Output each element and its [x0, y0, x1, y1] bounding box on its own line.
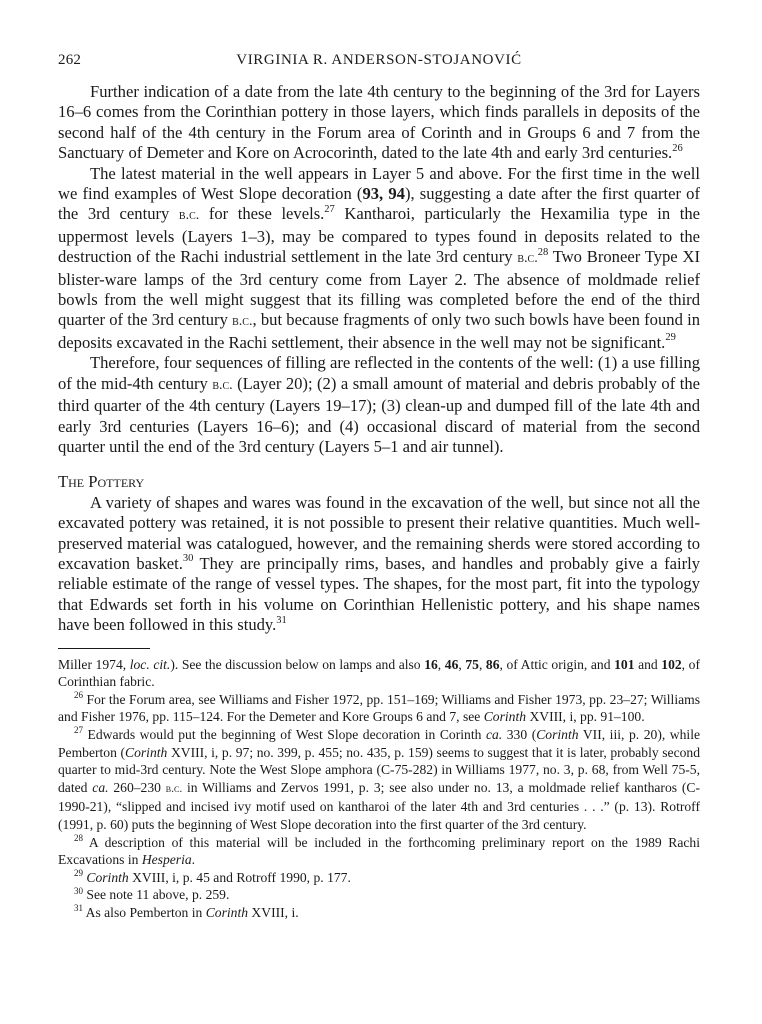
running-head-author: VIRGINIA R. ANDERSON-STOJANOVIĆ	[236, 52, 522, 68]
paragraph-latest-material	[58, 164, 700, 354]
era-abbrev: b.c.	[165, 782, 183, 795]
italic-run: Corinth	[86, 869, 129, 885]
main-text	[58, 82, 700, 636]
text-run: They are principally rims, bases, and handles and probably give a fairly reliable estimate of the range of vessel types. The shapes, for the most part, fit into the typology that Edwards set forth in his volume on Corinthian Hellenistic pottery, and his shape names have been followed in this study.	[58, 553, 700, 635]
text-run: Miller 1974,	[58, 656, 130, 672]
italic-run: ca.	[485, 726, 503, 742]
catalogue-ref: 93, 94	[362, 184, 405, 204]
footnote-number: 30	[74, 885, 83, 896]
italic-run: Corinth	[536, 726, 579, 742]
footnote-divider	[58, 648, 150, 649]
footnote-26	[58, 691, 700, 726]
text-run: The latest material in the well appears in Layer 5 and above. For the first time in the well we find examples of West Slope decoration (	[58, 163, 700, 204]
footnote-ref-28[interactable]: 28	[537, 246, 549, 258]
italic-run: Hesperia	[141, 852, 192, 868]
text-run: , of Attic origin, and	[499, 656, 615, 672]
catalogue-ref: 101	[614, 656, 635, 672]
footnote-continued	[58, 656, 700, 691]
footnote-ref-29[interactable]: 29	[665, 332, 676, 344]
footnote-27	[58, 726, 700, 834]
italic-run: ca.	[92, 779, 109, 795]
paragraph-filling-sequences	[58, 353, 700, 457]
italic-run: Corinth	[205, 904, 249, 920]
era-abbrev: b.c.	[517, 251, 538, 267]
text-run: XVIII, i, pp. 91–100.	[526, 709, 645, 725]
catalogue-ref: 102	[661, 656, 682, 672]
text-run: , of Corinthian fabric.	[58, 656, 700, 690]
footnote-31	[58, 904, 700, 922]
text-run: 330 (	[502, 726, 537, 742]
text-run: For the Forum area, see Williams and Fisher 1972, pp. 151–169; Williams and Fisher 1973, pp. 23–27; Williams and Fisher 1976, pp. 115–124. For the Demeter and Kore Groups 6 and 7, see	[58, 691, 700, 725]
text-run: (Layer 20); (2) a small amount of material and debris probably of the third quarter of the 4th century (Layers 19–17); (3) clean-up and dumped fill of the late 4th and early 3rd centuries (Layers 16–6); and (4) occasional discard of material from the second quarter until the end of the 3rd century (Layers 5–1 and air tunnel).	[58, 373, 700, 456]
text-run: ), suggesting a date after the first quarter of the 3rd century	[58, 184, 700, 224]
footnote-30	[58, 886, 700, 904]
catalogue-ref: 86	[485, 656, 500, 672]
footnote-28	[58, 834, 700, 869]
era-abbrev: b.c.	[232, 314, 253, 330]
text-run: for these levels.	[199, 204, 325, 224]
text-run: A variety of shapes and wares was found in the excavation of the well, but since not all the excavated pottery was retained, it is not possible to present their relative quantities. Much well-preserved material was catalogued, however, and the remaining sherds were stored according to excavation basket.	[58, 492, 700, 573]
page	[58, 50, 700, 921]
era-abbrev: b.c.	[178, 208, 200, 224]
text-run: ,	[458, 656, 466, 672]
text-run: A description of this material will be included in the forthcoming preliminary report on the 1989 Rachi Excavations in	[58, 834, 700, 868]
text-run: , but because fragments of only two such bowls have been found in deposits excavated in the Rachi settlement, their absence in the well may not be significant.	[58, 310, 701, 352]
text-run: .	[191, 852, 196, 868]
text-run: As also Pemberton in	[83, 904, 206, 920]
italic-run: Corinth	[483, 709, 527, 725]
footnote-number: 29	[74, 868, 83, 879]
text-run: Edwards would put the beginning of West Slope decoration in Corinth	[83, 726, 486, 742]
text-run: XVIII, i.	[248, 904, 299, 920]
footnote-29	[58, 869, 700, 887]
text-run: in Williams and Zervos 1991, p. 3; see also under no. 13, a moldmade relief kantharos (C-1990-21), “slipped and incised ivy motif used on kantharoi of the later 4th and 3rd centuries . . .” (p. 13). Rotroff (1991, p. 60) puts the beginning of West Slope decoration into the first quarter of the 3rd century.	[58, 779, 700, 832]
text-run: Further indication of a date from the late 4th century to the beginning of the 3rd for Layers 16–6 comes from the Corinthian pottery in those layers, which finds parallels in deposits of the second half of the 4th century in the Forum area of Corinth and in Groups 6 and 7 from the Sanctuary of Demeter and Kore on Acrocorinth, dated to the late 4th and early 3rd centuries.	[58, 82, 700, 163]
footnote-ref-27[interactable]: 27	[324, 203, 335, 215]
text-run: Kantharoi, particularly the Hexamilia type in the uppermost levels (Layers 1–3), may be compared to types found in deposits related to the destruction of the Rachi industrial settlement in the late 3rd century	[58, 204, 700, 267]
running-head	[58, 50, 700, 72]
italic-run: loc. cit.	[129, 656, 171, 672]
footnote-number: 26	[74, 690, 83, 701]
paragraph-dating-corinthian-pottery	[58, 82, 700, 164]
footnote-number: 27	[74, 725, 83, 736]
page-number: 262	[58, 52, 82, 68]
text-run: XVIII, i, p. 97; no. 399, p. 455; no. 435, p. 159) seems to suggest that it is later, probably second quarter to mid-3rd century. Note the West Slope amphora (C-75-282) in Williams 1977, no. 3, p. 68, from Well 75-5, dated	[58, 744, 700, 795]
italic-run: Corinth	[125, 744, 168, 760]
text-run: ). See the discussion below on lamps and also	[170, 656, 425, 672]
text-run: See note 11 above, p. 259.	[83, 887, 230, 903]
catalogue-ref: 46	[444, 656, 459, 672]
text-run: XVIII, i, p. 45 and Rotroff 1990, p. 177.	[128, 869, 351, 885]
text-run: 260–230	[108, 779, 166, 795]
footnote-ref-26[interactable]: 26	[672, 142, 683, 154]
text-run: Two Broneer Type XI blister-ware lamps of the 3rd century come from Layer 2. The absence of moldmade relief bowls from the well might suggest that its filling was completed before the end of the third quarter of the 3rd century	[58, 247, 700, 330]
text-run: VII, iii, p. 20), while Pemberton (	[58, 726, 701, 760]
text-run: ,	[437, 656, 445, 672]
text-run: and	[634, 656, 662, 672]
section-heading: The Pottery	[58, 472, 145, 492]
catalogue-ref: 16	[424, 656, 438, 672]
era-abbrev: b.c.	[212, 377, 233, 393]
footnotes	[58, 656, 700, 922]
paragraph-pottery-shapes	[58, 493, 700, 636]
footnote-ref-31[interactable]: 31	[276, 614, 287, 626]
text-run: ,	[478, 656, 486, 672]
catalogue-ref: 75	[465, 656, 479, 672]
footnote-ref-30[interactable]: 30	[182, 553, 194, 565]
footnote-number: 31	[74, 903, 83, 914]
footnote-number: 28	[74, 832, 83, 843]
text-run: Therefore, four sequences of filling are reflected in the contents of the well: (1) a use filling of the mid-4th century	[58, 353, 700, 393]
